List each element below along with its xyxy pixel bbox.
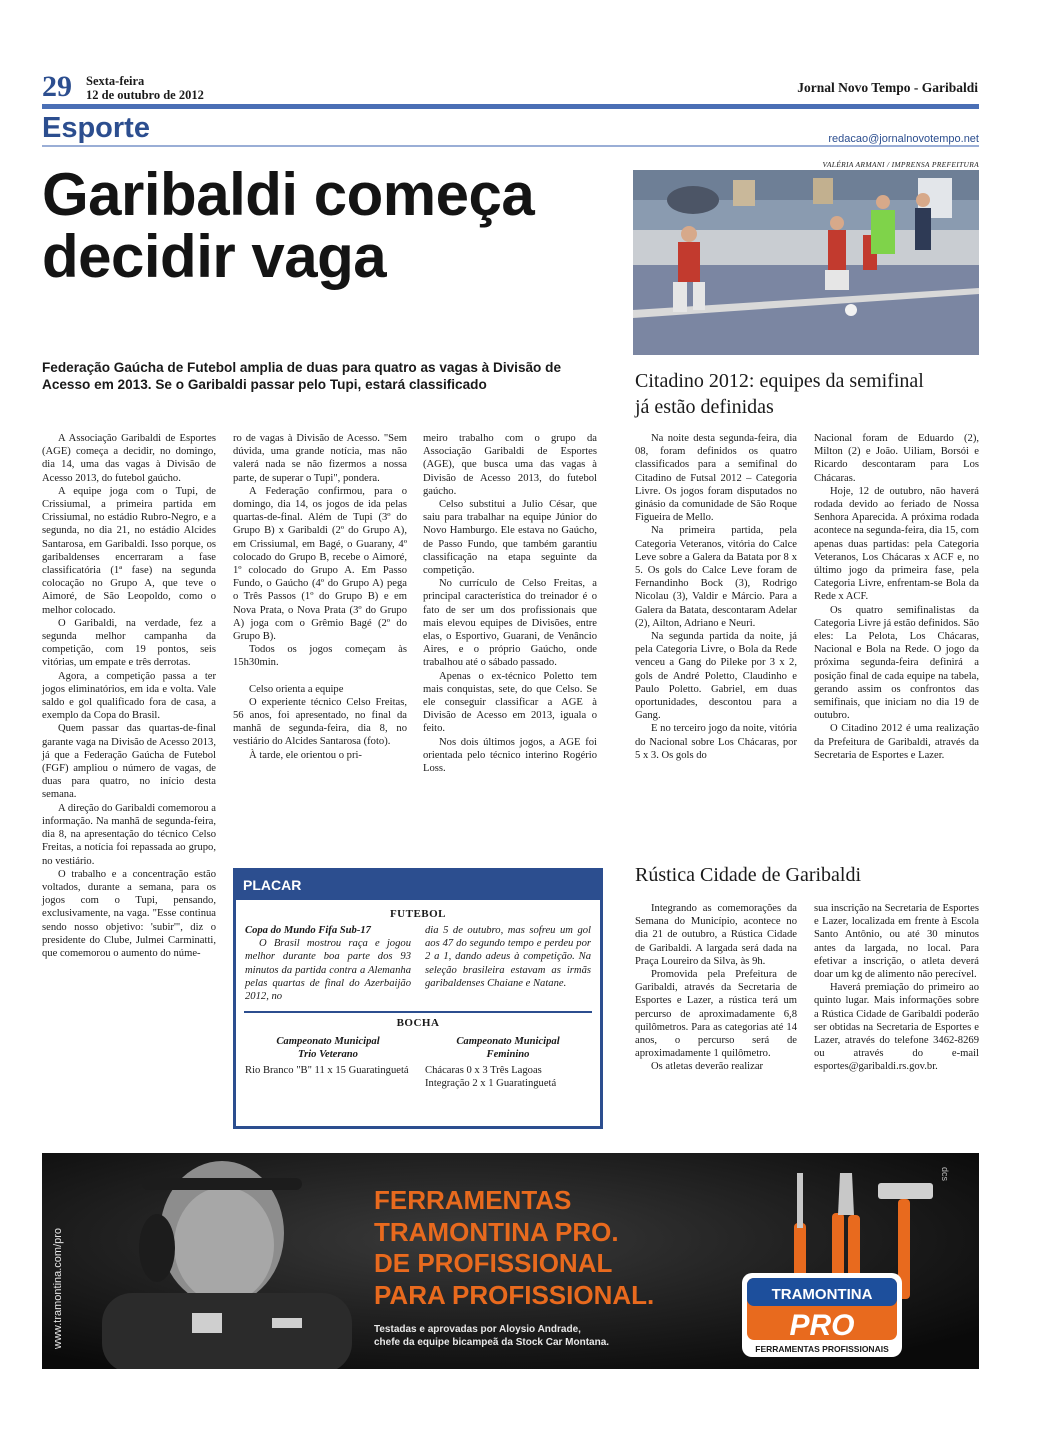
citadino-column-1 <box>635 432 797 762</box>
subsection-title: Celso orienta a equipe <box>249 683 344 695</box>
ad-subtext-line-2: chefe da equipe bicampeã da Stock Car Montana. <box>374 1337 610 1348</box>
placar-divider <box>244 1011 592 1013</box>
paragraph: A Associação Garibaldi de Esportes (AGE) começa a decidir, no domingo, dia 14, uma das vagas à Divisão de Acesso 2013, do futebol gaúcho. <box>42 433 216 484</box>
date-block <box>86 74 204 102</box>
bocha-right-title: Campeonato Municipal <box>456 1036 560 1048</box>
paragraph: Na noite desta segunda-feira, dia 08, foram definidos os quatro classificados para a semifinal do Citadino de Futsal 2012 – Categoria Livre. Os jogos foram disputados no ginásio da comunidade de São Roque Figueira de Mello. <box>635 433 797 524</box>
bocha-left-subtitle: Trio Veterano <box>298 1049 358 1061</box>
placar-title: PLACAR <box>236 871 600 900</box>
ad-subtext-line-1: Testadas e aprovadas por Aloysio Andrade, <box>374 1324 581 1335</box>
bocha-right-result-2: Integração 2 x 1 Guaratinguetá <box>425 1077 557 1089</box>
futebol-label: FUTEBOL <box>389 908 447 920</box>
paragraph: Na segunda partida da noite, já pela Categoria Livre, o Bola da Rede venceu a Gang do Pileke por 3 x 2, gols de André Poletto, Claudinho e Paulo Poletto. Gabriel, em duas oportunidades, descontou para a Gang. <box>635 631 797 722</box>
citadino-column-2 <box>814 432 979 762</box>
placar-box <box>233 868 603 1129</box>
paragraph: sua inscrição na Secretaria de Esportes e Lazer, localizada em frente à Escola Santo Antônio, ou até 30 minutos antes da largada, no local. Para efetivar a inscrição, o atleta deverá doar um kg de alimento não perecível. <box>814 903 979 981</box>
article-column-1 <box>42 432 216 960</box>
paragraph: O Citadino 2012 é uma realização da Prefeitura de Garibaldi, através da Secretaria de Esportes e Lazer. <box>814 723 979 761</box>
contact-email[interactable]: redacao@jornalnovotempo.net <box>828 133 979 145</box>
paragraph: Hoje, 12 de outubro, não haverá rodada devido ao feriado de Nossa Senhora Aparecida. A próxima rodada acontece na segunda-feira, dia 15, com apenas duas partidas: pela Categoria Veteranos, Los Chácaras x ACF e, no último jogo da primeira fase, pela Categoria Livre, enfrentam-se Bola da Rede x ACF. <box>814 485 980 603</box>
date: 12 de outubro de 2012 <box>86 88 204 102</box>
header-rule <box>42 104 979 109</box>
bocha-left-result: Rio Branco "B" 11 x 15 Guaratinguetá <box>245 1064 409 1076</box>
bocha-left <box>245 1035 411 1090</box>
tramontina-ad[interactable] <box>42 1153 979 1369</box>
subheadline: Federação Gaúcha de Futebol amplia de duas para quatro as vagas à Divisão de Acesso em 2013. Se o Garibaldi passar pelo Tupi, estará classificado <box>42 360 562 392</box>
paragraph: A direção do Garibaldi comemorou a informação. Na manhã de segunda-feira, dia 8, na apresentação do técnico Celso Freitas, a notícia foi repassada ao grupo, no vestiário. <box>42 802 216 867</box>
futebol-text-b: dia 5 de outubro, mas sofreu um gol aos 47 do segundo tempo e perdeu por 2 a 1, dando adeus à competição. Na seleção brasileira estavam as irmãs garibaldenses Chaiane e Natane. <box>425 925 591 989</box>
svg-text:www.tramontina.com/pro: www.tramontina.com/pro <box>52 1227 64 1349</box>
rustica-column-2 <box>814 902 979 1074</box>
paragraph: Os quatro semifinalistas da Categoria Livre já estão definidos. São eles: La Pelota, Los Chácaras, Nacional e Bola na Rede. O jogo da próxima segunda-feira definirá a posição final de cada equipe na tabela, gerando assim os confrontos das semifinais, que iniciam no dia 19 de outubro. <box>814 604 979 722</box>
paragraph: A Federação confirmou, para o domingo, dia 14, os jogos de ida pelas quartas-de-final. Além de Tupi (3º do Grupo B) x Garibaldi (2º do Grupo A), em Crissiumal, em Bagé, o Guarany, 4º colocado do Grupo B, recebe o Aimoré, 1º colocado do Grupo A. Em Passo Fundo, o Gaúcho (4º do Grupo A) pega o Três Passos (1º do Grupo B) e em Nova Prata, o Nova Prata (3º do Grupo A) joga com o Grêmio Bagé (2º do Grupo B). <box>233 485 407 643</box>
paragraph: À tarde, ele orientou o pri- <box>249 749 362 761</box>
futebol-title: Copa do Mundo Fifa Sub-17 <box>245 925 371 936</box>
paragraph: Na primeira partida, pela Categoria Veteranos, vitória do Calce Leve sobre a Galera da Batata por 8 x 5. Os gols do Calce Leve foram de Fernandinho Bock (3), Rodrigo Nicolau (3), Valdir e Márcio. Para a Galera da Batata, descontaram Adelar (2), Ailton, Adriano e Neuri. <box>635 525 797 629</box>
paragraph: O Garibaldi, na verdade, fez a segunda melhor campanha da competição, com 19 pontos, seis vitórias, um empate e três derrotas. <box>42 617 216 669</box>
bocha-right <box>425 1035 591 1090</box>
paragraph: Nos dois últimos jogos, a AGE foi orientada pelo técnico interino Rogério Loss. <box>423 736 597 775</box>
ad-headline-line-4: PARA PROFISSIONAL. <box>374 1279 655 1310</box>
svg-text:PRO: PRO <box>789 1309 855 1342</box>
tramontina-pro-logo[interactable] <box>742 1273 902 1357</box>
section-title: Esporte <box>42 112 150 144</box>
photo-credit: VALÉRIA ARMANI / IMPRENSA PREFEITURA <box>822 160 979 169</box>
citadino-title <box>635 368 980 420</box>
svg-text:FERRAMENTAS PROFISSIONAIS: FERRAMENTAS PROFISSIONAIS <box>755 1344 889 1354</box>
paragraph: Apenas o ex-técnico Poletto tem mais conquistas, sete, do que Celso. Se ele conseguir classificar a AGE à Divisão de Acesso em 2013, iguala o feito. <box>423 670 597 735</box>
ad-headline <box>374 1185 774 1311</box>
paragraph: A equipe joga com o Tupi, de Crissiumal, a primeira partida em Crissiumal, no estádio Rubro-Negro, e a segunda, no dia 21, no estádio Alcides Santarosa, em Garibaldi. Isso porque, os garibaldenses encerraram a fase classificatória (1ª fase) na segunda colocação no Grupo A, que teve o Aimoré, de São Leopoldo, como o melhor colocado. <box>42 485 216 616</box>
paragraph: Os atletas deverão realizar <box>651 1061 764 1073</box>
article-column-2 <box>233 432 407 762</box>
paragraph: O trabalho e a concentração estão voltados, durante a semana, para os jogos com o Tupi, pensando, exclusivamente, na vaga. "Esse continua sendo nosso objetivo: 'subir'", diz o presidente do Clube, Julmei Carminatti, que comemorou o aumento do núme- <box>42 868 216 959</box>
headline-line-2: decidir vaga <box>42 223 387 290</box>
page-number: 29 <box>42 70 72 103</box>
ad-headline-line-3: DE PROFISSIONAL <box>374 1248 613 1278</box>
ad-url[interactable] <box>51 1171 65 1351</box>
ad-headline-line-2: TRAMONTINA PRO. <box>374 1216 619 1247</box>
ad-headline-line-1: FERRAMENTAS <box>374 1185 572 1215</box>
futebol-left <box>245 924 411 1003</box>
paragraph: ro de vagas à Divisão de Acesso. "Sem dúvida, uma grande notícia, mas não valerá nada se não fizermos a nossa parte, de superar o Tupi", pondera. <box>233 433 407 484</box>
bocha-right-subtitle: Feminino <box>486 1049 530 1061</box>
rustica-title: Rústica Cidade de Garibaldi <box>635 864 862 886</box>
bocha-right-result-1: Chácaras 0 x 3 Três Lagoas <box>425 1064 542 1076</box>
paragraph: Integrando as comemorações da Semana do Município, acontece no dia 21 de outubro, a Rústica Cidade de Garibaldi. A largada será dada na Praça Loureiro da Silva, às 9h. <box>635 903 797 967</box>
svg-text:TRAMONTINA: TRAMONTINA <box>771 1286 873 1303</box>
paragraph: No currículo de Celso Freitas, a principal característica do treinador é o fato de ser um dos profissionais que mais elevou equipes de Divisões, entre elas, o Esportivo, Guarani, de Venâncio Aires, e o próprio Gaúcho, onde trabalhou até o sábado passado. <box>423 578 597 669</box>
ad-subtext <box>374 1323 734 1349</box>
paragraph: O experiente técnico Celso Freitas, 56 anos, foi apresentado, no final da manhã de segunda-feira, dia 8, no vestiário do Alcides Santarosa (foto). <box>233 696 407 748</box>
bocha-left-title: Campeonato Municipal <box>276 1036 380 1048</box>
paragraph: Quem passar das quartas-de-final garante vaga na Divisão de Acesso 2013, já que a Federação Gaúcha de Futebol (FGF) ampliou o número de vagas, de duas para quatro, no início desta semana. <box>42 723 216 801</box>
headline <box>42 161 622 290</box>
futebol-section <box>236 920 600 1003</box>
paragraph: Todos os jogos começam às 15h30min. <box>233 644 407 669</box>
paragraph: Haverá premiação do primeiro ao quinto lugar. Mais informações sobre a Rústica Cidade de Garibaldi poderão ser obtidas na Secretaria de Esportes e Lazer, através do telefone 3462-8269 ou através do e-mail esportes@garibaldi.rs.gov.br. <box>814 982 979 1073</box>
citadino-title-line-1: Citadino 2012: equipes da semifinal <box>635 370 924 392</box>
bocha-label: BOCHA <box>396 1017 440 1030</box>
futsal-photo <box>633 170 979 355</box>
rustica-column-1 <box>635 902 797 1074</box>
paragraph: Nacional foram de Eduardo (2), Milton (2) e João. Uiliam, Borsói e Ricardo descontaram para Los Chácaras. <box>814 433 979 484</box>
weekday: Sexta-feira <box>86 74 145 88</box>
paragraph: meiro trabalho com o grupo da Associação Garibaldi de Esportes (AGE), que busca uma das vagas à Divisão de Acesso 2013, do futebol gaúcho. <box>423 433 597 497</box>
paragraph: Agora, a competição passa a ter jogos eliminatórios, em ida e volta. Vale saldo e gol qualificado fora de casa, a exemplo da Copa do Brasil. <box>42 670 216 722</box>
agency-mark: dcs <box>940 1167 950 1182</box>
newspaper-name: Jornal Novo Tempo - Garibaldi <box>797 80 978 95</box>
paragraph: Celso substitui a Julio César, que saiu para trabalhar na equipe Júnior do Novo Hamburgo. Ele estava no Gaúcho, de Passo Fundo, que também garantiu classificação na etapa seguinte da competição. <box>423 499 597 577</box>
article-column-3 <box>423 432 597 775</box>
bocha-section <box>236 1029 600 1090</box>
citadino-title-line-2: já estão definidas <box>635 396 774 418</box>
paragraph: Promovida pela Prefeitura de Garibaldi, através da Secretaria de Esportes e Lazer, a rústica terá um percurso de aproximadamente 6,8 quilômetros. Para as categorias até 14 anos, o percurso será de aproximadamente 1 quilômetro. <box>635 969 797 1060</box>
paragraph: E no terceiro jogo da noite, vitória do Nacional sobre Los Chácaras, por 5 x 3. Os gols do <box>635 723 797 761</box>
section-rule <box>42 145 979 147</box>
futebol-text-a: O Brasil mostrou raça e jogou melhor durante boa parte dos 93 minutos da partida contra a Alemanha pelas quartas de final do Azerbaijão 2012, no <box>245 938 411 1003</box>
headline-line-1: Garibaldi começa <box>42 161 535 228</box>
